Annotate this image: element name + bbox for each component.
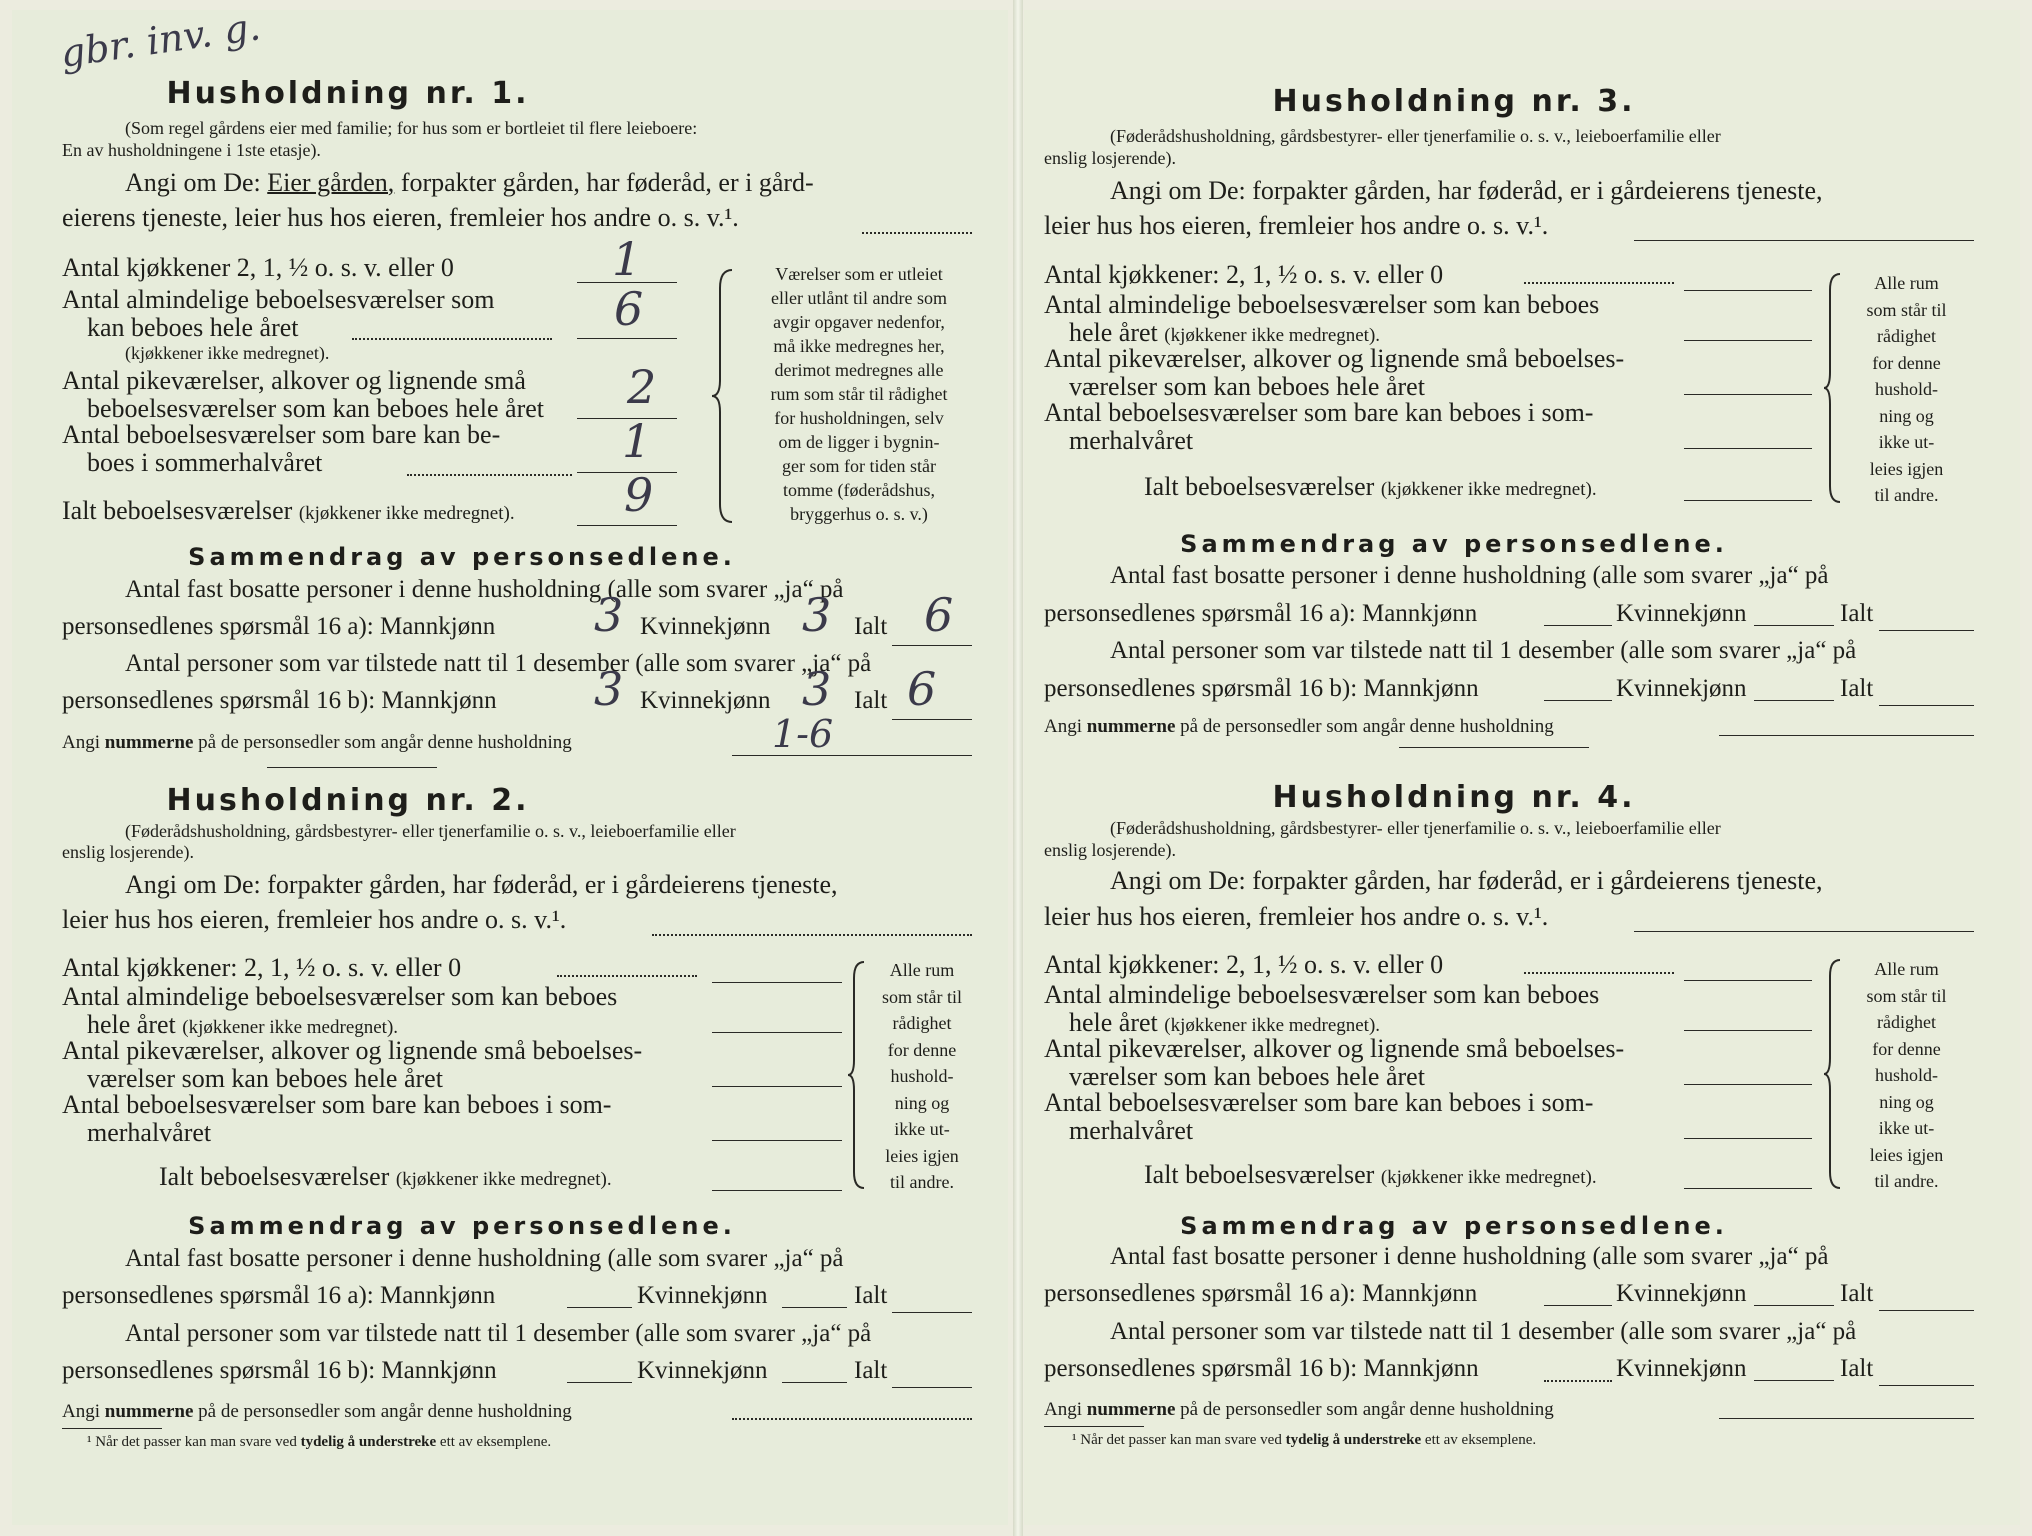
q16a-male-value[interactable]: 3: [594, 588, 624, 642]
household-4-maid-1: Antal pikeværelser, alkover og lignende små beboelses-: [1044, 1034, 1625, 1063]
h2-numbers-rest: på de personsedler som angår denne husholdning: [198, 1401, 572, 1422]
q16b-line-1: Antal personer som var tilstede natt til 1 desember (alle som svarer „ja“ på: [125, 650, 872, 677]
household-4-angi-2: leier hus hos eieren, fremleier hos andre o. s. v.¹.: [1044, 902, 1549, 931]
h4-q16b-female-field: [1754, 1380, 1834, 1381]
ordinary-3-note: (kjøkkener ikke medregnet).: [1164, 325, 1381, 346]
angi-prefix: Angi om De:: [125, 168, 261, 197]
h1-side-note-line: derimot medregnes alle: [774, 360, 944, 380]
household-4-note-2: enslig losjerende).: [1044, 840, 1176, 860]
h1-side-note-line: om de ligger i bygnin-: [778, 432, 940, 452]
total-rooms-underline: [577, 525, 677, 526]
household-3-summer-field: [1684, 448, 1812, 449]
q16b-male-label: Mannkjønn: [381, 687, 497, 714]
household-3-title: Husholdning nr. 3.: [1272, 84, 1636, 119]
h3-numbers-prefix: Angi: [1044, 716, 1082, 737]
household-3-kitchens-field: [1684, 290, 1812, 291]
footnote-rule-right: [1044, 1426, 1144, 1427]
numbers-rest: på de personsedler som angår denne husholdning: [198, 732, 572, 753]
h2-q16a-total-field: [892, 1312, 972, 1313]
h4-side-note-line: ning og: [1879, 1091, 1934, 1112]
q16a-total-value[interactable]: 6: [924, 588, 954, 642]
kitchens-value[interactable]: 1: [612, 232, 642, 286]
household-2-angi-fill: [652, 934, 972, 936]
footnote-prefix: Når det passer kan man svare ved: [95, 1434, 297, 1450]
household-3-summary-title: Sammendrag av personsedlene.: [1180, 530, 1728, 558]
h4-side-note-line: som står til: [1866, 985, 1947, 1006]
h3-q16b-prefix: personsedlenes spørsmål 16 b):: [1044, 675, 1358, 702]
household-2-title: Husholdning nr. 2.: [166, 783, 530, 818]
h3-side-note-line: leies igjen: [1869, 458, 1944, 479]
h3-q16b-total-field: [1879, 705, 1974, 706]
household-2-ordinary-field: [712, 1032, 842, 1033]
kitchens-label: Antal kjøkkener 2, 1, ½ o. s. v. eller 0: [62, 253, 454, 282]
q16b-prefix: personsedlenes spørsmål 16 b):: [62, 687, 376, 714]
h3-q16a-female-field: [1754, 625, 1834, 626]
h3-q16a-line-1: Antal fast bosatte personer i denne husholdning (alle som svarer „ja“ på: [1110, 562, 1829, 589]
page-fold: [1013, 0, 1023, 1536]
ordinary-rooms-underline: [577, 338, 677, 339]
summer-rooms-value[interactable]: 1: [622, 414, 652, 468]
h1-side-note-line: tomme (føderådshus,: [783, 480, 935, 500]
household-2-total-field: [712, 1190, 842, 1191]
household-4-brace: [1824, 958, 1844, 1190]
footnote-rule: [62, 1428, 162, 1429]
h2-numbers-field: [732, 1418, 972, 1420]
h3-side-note-line: som står til: [1866, 299, 1947, 320]
household-4-ordinary-1: Antal almindelige beboelsesværelser som kan beboes: [1044, 980, 1600, 1009]
household-1-angi-line-2: eierens tjeneste, leier hus hos eieren, fremleier hos andre o. s. v.¹.: [62, 203, 739, 232]
h2-q16b-total: Ialt: [854, 1357, 888, 1384]
household-3-ordinary-field: [1684, 340, 1812, 341]
household-3-side-note: [1844, 270, 1969, 509]
h3-q16b-line-1: Antal personer som var tilstede natt til 1 desember (alle som svarer „ja“ på: [1110, 637, 1857, 664]
household-4-side-note: [1844, 956, 1969, 1195]
q16a-male-label: Mannkjønn: [379, 613, 496, 640]
q16a-prefix: personsedlenes spørsmål 16 a):: [62, 613, 374, 640]
h4-side-note-line: til andre.: [1874, 1171, 1939, 1191]
h4-q16a-total: Ialt: [1840, 1280, 1874, 1307]
footnote-prefix-right: Når det passer kan man svare ved: [1080, 1432, 1282, 1448]
h3-side-note-line: hushold-: [1875, 379, 1938, 399]
household-4-kitchens-field: [1684, 980, 1812, 981]
h3-q16a-male: Mannkjønn: [1361, 600, 1478, 627]
household-2-maid-1: Antal pikeværelser, alkover og lignende små beboelses-: [62, 1036, 643, 1065]
h3-q16b-female: Kvinnekjønn: [1616, 675, 1747, 702]
h4-numbers-bold: nummerne: [1086, 1399, 1176, 1420]
household-2-kitchens-field: [712, 982, 842, 983]
h3-side-note-line: ning og: [1879, 405, 1934, 426]
household-3-maid-field: [1684, 394, 1812, 395]
h3-q16a-female: Kvinnekjønn: [1616, 600, 1747, 627]
footnote-bold-right: tydelig å understreke: [1285, 1432, 1422, 1448]
h4-side-note-line: Alle rum: [1874, 959, 1939, 979]
summer-rooms-dots: [407, 474, 572, 476]
ordinary-rooms-l2: kan beboes hele året: [87, 313, 299, 342]
maid-rooms-l1: Antal pikeværelser, alkover og lignende små: [62, 366, 526, 395]
h4-q16b-line-2: [1044, 1355, 1479, 1383]
q16a-female-value[interactable]: 3: [802, 588, 832, 642]
h1-side-note-line: Værelser som er utleiet: [775, 264, 943, 284]
angi-selected-option[interactable]: Eier gården,: [267, 168, 395, 197]
household-2-side-note: [862, 957, 982, 1196]
h3-numbers-line: [1044, 716, 1554, 738]
h2-side-note-line: Alle rum: [889, 960, 955, 980]
h4-side-note-line: for denne: [1872, 1038, 1941, 1059]
ordinary-rooms-l1: Antal almindelige beboelsesværelser som: [62, 285, 495, 314]
h4-q16b-line-1: Antal personer som var tilstede natt til 1 desember (alle som svarer „ja“ på: [1110, 1318, 1857, 1345]
h2-side-note-line: som står til: [882, 986, 962, 1007]
h3-q16a-line-2: [1044, 600, 1477, 628]
q16a-line-2: [62, 613, 495, 641]
h2-q16b-male: Mannkjønn: [381, 1357, 497, 1384]
ordinary-2-note: (kjøkkener ikke medregnet).: [182, 1017, 399, 1038]
h2-q16b-total-field: [892, 1387, 972, 1388]
household-4-summer-1: Antal beboelsesværelser som bare kan beboes i som-: [1044, 1088, 1594, 1117]
household-1-summary-title: Sammendrag av personsedlene.: [188, 543, 736, 571]
h2-q16a-total: Ialt: [854, 1282, 888, 1309]
h1-side-note-line: bryggerhus o. s. v.): [790, 504, 928, 524]
footnote-suffix-right: ett av eksemplene.: [1424, 1432, 1537, 1448]
maid-rooms-value[interactable]: 2: [627, 360, 657, 414]
household-3-brace: [1824, 272, 1844, 504]
household-2-kitchens: Antal kjøkkener: 2, 1, ½ o. s. v. eller 0: [62, 953, 462, 982]
numbers-bold: nummerne: [104, 732, 194, 753]
household-3-kitchens: Antal kjøkkener: 2, 1, ½ o. s. v. eller 0: [1044, 260, 1444, 289]
q16b-total-value[interactable]: 6: [907, 662, 937, 716]
household-4-kitchens-dots: [1524, 972, 1674, 974]
footnote-suffix: ett av eksemplene.: [439, 1434, 552, 1450]
household-4-ordinary-field: [1684, 1030, 1812, 1031]
h2-side-note-line: ikke ut-: [894, 1119, 950, 1139]
ordinary-2-text: hele året: [87, 1010, 176, 1039]
h3-numbers-bold: nummerne: [1086, 716, 1176, 737]
household-3-note-1: (Føderådshusholdning, gårdsbestyrer- eller tjenerfamilie o. s. v., leieboerfamilie eller: [1110, 126, 1721, 146]
household-1-note-1: (Som regel gårdens eier med familie; for hus som er bortleiet til flere leieboere:: [125, 118, 698, 138]
household-2-summer-1: Antal beboelsesværelser som bare kan beboes i som-: [62, 1090, 612, 1119]
angi-fill-line: [862, 232, 972, 234]
household-4-angi-field: [1634, 931, 1974, 932]
h2-side-note-line: til andre.: [890, 1172, 954, 1192]
ordinary-rooms-note: (kjøkkener ikke medregnet).: [125, 343, 330, 363]
right-section-divider: [1399, 747, 1589, 748]
household-2-maid-2: værelser som kan beboes hele året: [87, 1064, 443, 1093]
h3-q16b-female-field: [1754, 700, 1834, 701]
total-rooms-text: Ialt beboelsesværelser: [62, 496, 293, 525]
h2-side-note-line: leies igjen: [885, 1145, 959, 1166]
household-4-summer-field: [1684, 1138, 1812, 1139]
total-3-note: (kjøkkener ikke medregnet).: [1380, 479, 1597, 500]
numbers-prefix: Angi: [62, 732, 100, 753]
household-2-total: [159, 1162, 612, 1192]
h2-side-note-line: ning og: [894, 1092, 950, 1113]
q16b-female-label: Kvinnekjønn: [640, 687, 771, 714]
h2-q16b-female-field: [782, 1382, 847, 1383]
h4-numbers-prefix: Angi: [1044, 1399, 1082, 1420]
h4-side-note-line: leies igjen: [1869, 1144, 1944, 1165]
h3-side-note-line: til andre.: [1874, 485, 1939, 505]
q16b-total-label: Ialt: [854, 687, 888, 714]
household-4-kitchens: Antal kjøkkener: 2, 1, ½ o. s. v. eller 0: [1044, 950, 1444, 979]
h4-q16a-male: Mannkjønn: [1361, 1280, 1478, 1307]
household-4-maid-field: [1684, 1084, 1812, 1085]
h3-q16a-male-field: [1544, 625, 1612, 626]
household-4-note-1: (Føderådshusholdning, gårdsbestyrer- eller tjenerfamilie o. s. v., leieboerfamilie eller: [1110, 818, 1721, 838]
footnote-left: [87, 1434, 551, 1451]
household-3-kitchens-dots: [1524, 282, 1674, 284]
total-2-text: Ialt beboelsesværelser: [159, 1162, 390, 1191]
h4-numbers-rest: på de personsedler som angår denne husholdning: [1180, 1399, 1554, 1420]
household-2-maid-field: [712, 1086, 842, 1087]
q16b-female-value[interactable]: 3: [802, 662, 832, 716]
total-rooms-note: (kjøkkener ikke medregnet).: [298, 503, 515, 524]
h4-q16b-total-field: [1879, 1385, 1974, 1386]
household-2-angi-1: Angi om De: forpakter gården, har føderåd, er i gårdeierens tjeneste,: [125, 870, 838, 899]
h1-side-note-line: må ikke medregnes her,: [773, 336, 945, 356]
total-rooms-value[interactable]: 9: [624, 468, 654, 522]
h2-q16a-prefix: personsedlenes spørsmål 16 a):: [62, 1282, 374, 1309]
footnote-bold: tydelig å understreke: [300, 1434, 437, 1450]
h3-q16a-total-field: [1879, 630, 1974, 631]
h2-q16a-line-1: Antal fast bosatte personer i denne husholdning (alle som svarer „ja“ på: [125, 1245, 844, 1272]
h2-q16a-male-field: [567, 1307, 632, 1308]
h3-q16b-male: Mannkjønn: [1363, 675, 1479, 702]
household-2-note-1: (Føderådshusholdning, gårdsbestyrer- eller tjenerfamilie o. s. v., leieboerfamilie eller: [125, 821, 736, 841]
h4-q16a-female-field: [1754, 1305, 1834, 1306]
summer-rooms-l2: boes i sommerhalvåret: [87, 448, 323, 477]
household-3-note-2: enslig losjerende).: [1044, 148, 1176, 168]
h2-q16a-female: Kvinnekjønn: [637, 1282, 768, 1309]
h2-q16a-male: Mannkjønn: [379, 1282, 496, 1309]
summer-rooms-l1: Antal beboelsesværelser som bare kan be-: [62, 420, 501, 449]
h3-side-note-line: for denne: [1872, 352, 1941, 373]
household-3-ordinary-1: Antal almindelige beboelsesværelser som kan beboes: [1044, 290, 1600, 319]
h2-q16b-male-field: [567, 1382, 632, 1383]
h3-side-note-line: Alle rum: [1874, 273, 1939, 293]
h4-q16b-female: Kvinnekjønn: [1616, 1355, 1747, 1382]
household-3-summer-2: merhalvåret: [1069, 426, 1194, 455]
h2-q16a-female-field: [782, 1307, 847, 1308]
h1-side-note-line: ger som for tiden står: [782, 456, 936, 476]
left-brace: [712, 268, 736, 524]
maid-rooms-l2: beboelsesværelser som kan beboes hele året: [87, 394, 545, 423]
h4-q16a-line-2: [1044, 1280, 1477, 1308]
footnote-marker-right: ¹: [1072, 1432, 1077, 1448]
h4-numbers-line: [1044, 1399, 1554, 1421]
h3-side-note-line: rådighet: [1877, 326, 1936, 346]
ordinary-rooms-dots: [352, 338, 552, 340]
household-4-total: [1144, 1160, 1597, 1190]
household-1-note-2: En av husholdningene i 1ste etasje).: [62, 140, 321, 160]
h4-q16a-male-field: [1544, 1305, 1612, 1306]
ordinary-3-text: hele året: [1069, 318, 1158, 347]
q16a-line-1: Antal fast bosatte personer i denne husholdning (alle som svarer „ja“ på: [125, 576, 844, 603]
h2-q16a-line-2: [62, 1282, 495, 1310]
h3-q16a-prefix: personsedlenes spørsmål 16 a):: [1044, 600, 1356, 627]
total-rooms-label: [62, 496, 515, 526]
h1-side-note-line: rum som står til rådighet: [770, 384, 948, 404]
h4-q16b-male: Mannkjønn: [1363, 1355, 1479, 1382]
h4-side-note-line: ikke ut-: [1878, 1118, 1935, 1138]
household-2-summary-title: Sammendrag av personsedlene.: [188, 1212, 736, 1240]
household-2-kitchens-dots: [557, 975, 697, 977]
household-4-title: Husholdning nr. 4.: [1272, 780, 1636, 815]
h1-side-note-line: for husholdningen, selv: [774, 408, 944, 428]
h1-side-note-line: eller utlånt til andre som: [771, 288, 947, 308]
h3-side-note-line: ikke ut-: [1878, 432, 1935, 452]
h3-q16b-total: Ialt: [1840, 675, 1874, 702]
numbers-value[interactable]: 1-6: [772, 712, 834, 756]
household-4-maid-2: værelser som kan beboes hele året: [1069, 1062, 1425, 1091]
q16b-male-value[interactable]: 3: [594, 662, 624, 716]
h3-numbers-rest: på de personsedler som angår denne husholdning: [1180, 716, 1554, 737]
h4-q16b-total: Ialt: [1840, 1355, 1874, 1382]
h2-side-note-line: for denne: [887, 1039, 957, 1060]
right-page: [1024, 10, 2020, 1525]
household-2-ordinary-1: Antal almindelige beboelsesværelser som kan beboes: [62, 982, 618, 1011]
household-3-angi-2: leier hus hos eieren, fremleier hos andre o. s. v.¹.: [1044, 211, 1549, 240]
household-4-total-field: [1684, 1188, 1812, 1189]
h2-side-note-line: hushold-: [890, 1066, 954, 1086]
numbers-underline: [732, 755, 972, 756]
section-divider: [267, 767, 437, 768]
h4-q16a-total-field: [1879, 1310, 1974, 1311]
h3-q16b-line-2: [1044, 675, 1479, 703]
q16a-total-label: Ialt: [854, 613, 888, 640]
h4-side-note-line: hushold-: [1875, 1065, 1938, 1085]
household-1-side-note: [734, 262, 984, 526]
h2-q16b-line-1: Antal personer som var tilstede natt til 1 desember (alle som svarer „ja“ på: [125, 1320, 872, 1347]
numbers-line: [62, 732, 572, 754]
h4-q16b-male-field: [1544, 1380, 1612, 1382]
household-3-total-field: [1684, 500, 1812, 501]
household-3-total: [1144, 472, 1597, 502]
household-3-angi-1: Angi om De: forpakter gården, har føderåd, er i gårdeierens tjeneste,: [1110, 176, 1823, 205]
household-2-summer-2: merhalvåret: [87, 1118, 212, 1147]
h2-q16b-female: Kvinnekjønn: [637, 1357, 768, 1384]
household-1-title: Husholdning nr. 1.: [166, 76, 530, 111]
total-4-note: (kjøkkener ikke medregnet).: [1380, 1167, 1597, 1188]
household-3-angi-field: [1634, 240, 1974, 241]
h4-q16a-prefix: personsedlenes spørsmål 16 a):: [1044, 1280, 1356, 1307]
h3-q16a-total: Ialt: [1840, 600, 1874, 627]
left-page: [12, 4, 1008, 1525]
household-3-summer-1: Antal beboelsesværelser som bare kan beboes i som-: [1044, 398, 1594, 427]
household-1-angi-line-1: [125, 168, 814, 198]
h2-numbers-line: [62, 1401, 572, 1423]
household-2-summer-field: [712, 1140, 842, 1141]
household-3-maid-1: Antal pikeværelser, alkover og lignende små beboelses-: [1044, 344, 1625, 373]
h2-q16b-line-2: [62, 1357, 497, 1385]
q16a-female-label: Kvinnekjønn: [640, 613, 771, 640]
household-4-summer-2: merhalvåret: [1069, 1116, 1194, 1145]
ordinary-4-note: (kjøkkener ikke medregnet).: [1164, 1015, 1381, 1036]
footnote-marker: ¹: [87, 1434, 92, 1450]
h4-q16a-female: Kvinnekjønn: [1616, 1280, 1747, 1307]
q16b-line-2: [62, 687, 497, 715]
corner-handwritten-note: gbr. inv. g.: [57, 4, 264, 76]
footnote-right: [1072, 1432, 1536, 1449]
ordinary-4-text: hele året: [1069, 1008, 1158, 1037]
h4-q16b-prefix: personsedlenes spørsmål 16 b):: [1044, 1355, 1358, 1382]
h2-q16b-prefix: personsedlenes spørsmål 16 b):: [62, 1357, 376, 1384]
household-2-note-2: enslig losjerende).: [62, 842, 194, 862]
household-2-angi-2: leier hus hos eieren, fremleier hos andre o. s. v.¹.: [62, 905, 567, 934]
h3-q16b-male-field: [1544, 700, 1612, 701]
household-3-maid-2: værelser som kan beboes hele året: [1069, 372, 1425, 401]
h3-numbers-field: [1719, 735, 1974, 736]
household-4-angi-1: Angi om De: forpakter gården, har føderåd, er i gårdeierens tjeneste,: [1110, 866, 1823, 895]
h2-numbers-prefix: Angi: [62, 1401, 100, 1422]
angi-options: forpakter gården, har føderåd, er i gård-: [400, 168, 814, 197]
h4-numbers-field: [1719, 1418, 1974, 1419]
total-3-text: Ialt beboelsesværelser: [1144, 472, 1375, 501]
h2-numbers-bold: nummerne: [104, 1401, 194, 1422]
total-2-note: (kjøkkener ikke medregnet).: [395, 1169, 612, 1190]
q16a-total-underline: [892, 645, 972, 646]
household-4-summary-title: Sammendrag av personsedlene.: [1180, 1212, 1728, 1240]
q16b-total-underline: [892, 719, 972, 720]
ordinary-rooms-value[interactable]: 6: [614, 282, 644, 336]
h1-side-note-line: avgir opgaver nedenfor,: [773, 312, 945, 332]
h4-side-note-line: rådighet: [1877, 1012, 1936, 1032]
total-4-text: Ialt beboelsesværelser: [1144, 1160, 1375, 1189]
h4-q16a-line-1: Antal fast bosatte personer i denne husholdning (alle som svarer „ja“ på: [1110, 1243, 1829, 1270]
h2-side-note-line: rådighet: [892, 1013, 952, 1033]
